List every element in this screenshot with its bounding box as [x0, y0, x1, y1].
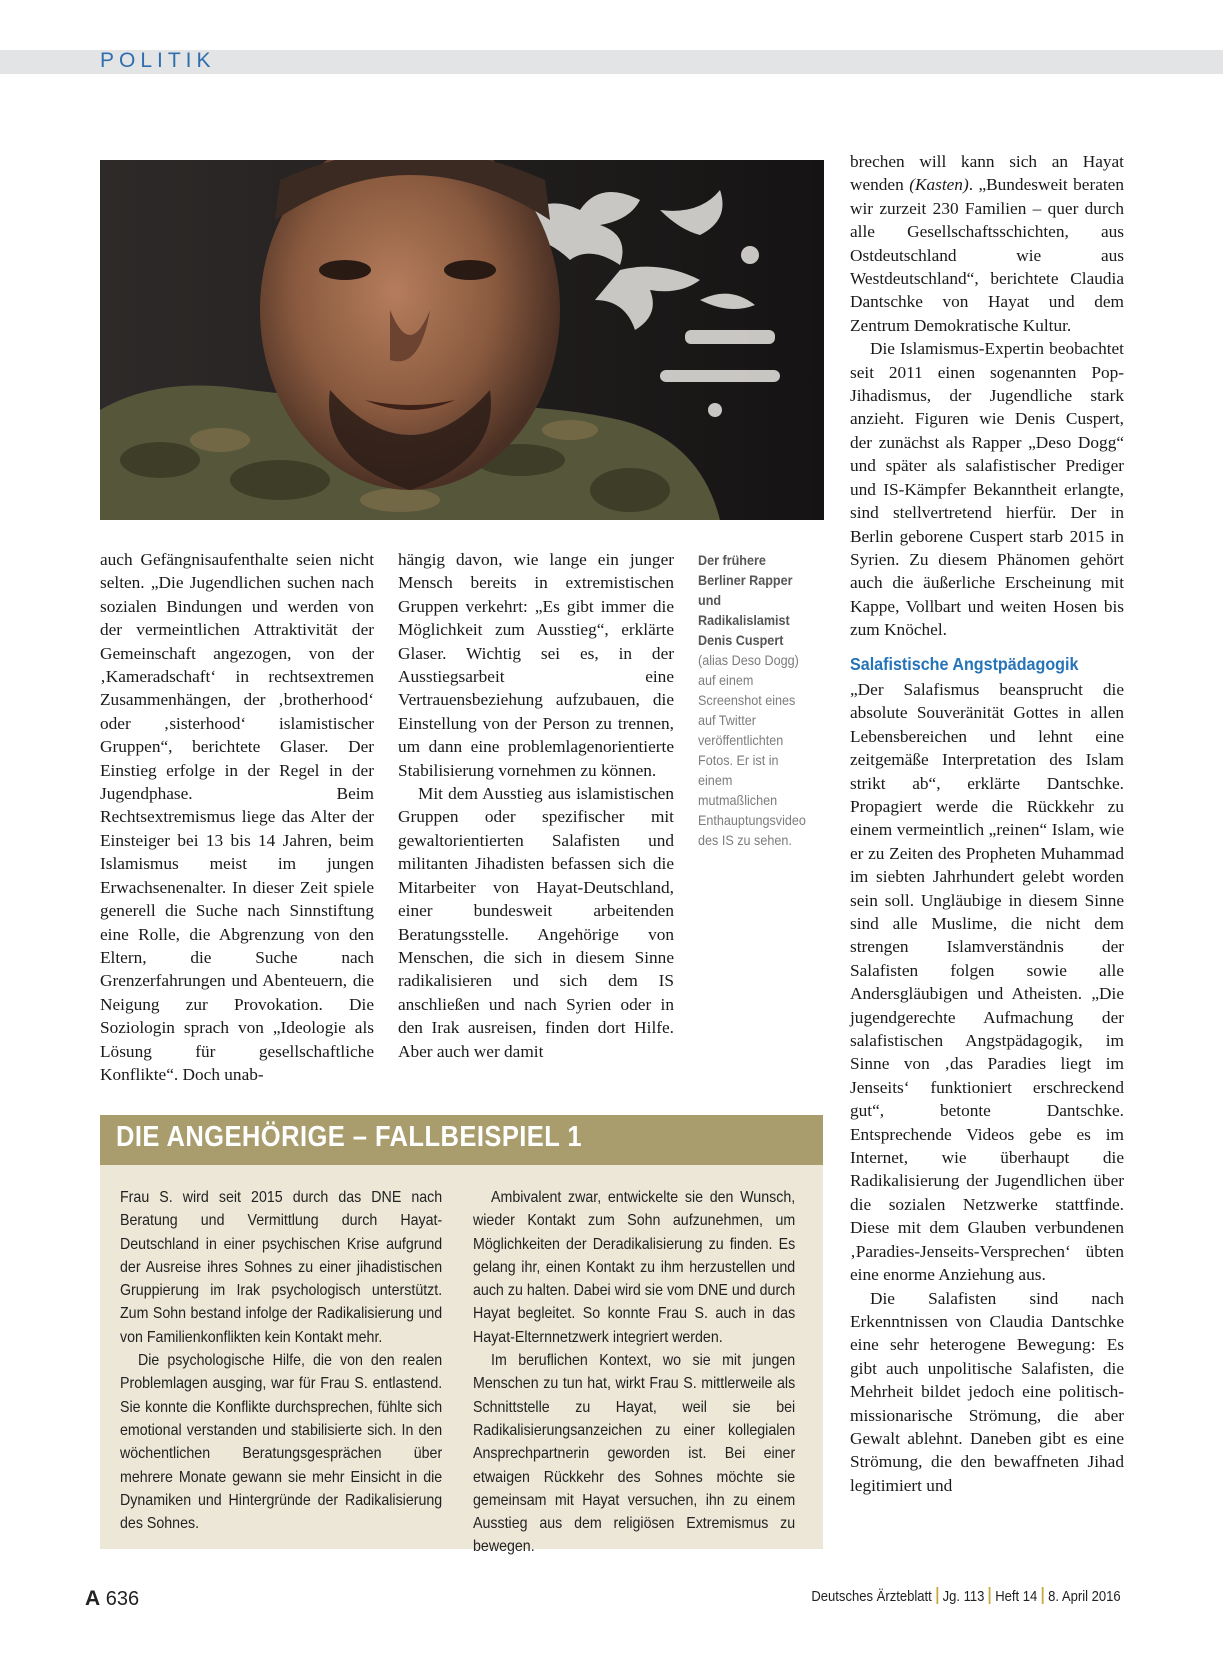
text-run: . „Bundesweit beraten wir zurzeit 230 Familien – quer durch alle Gesellschaftsschichten, aus Ostdeutschland wie aus Westdeutschland“, berichtete Claudia Dantschke von Hayat und dem Zentrum Demokratische Kultur. — [850, 175, 1124, 335]
case-study-paragraph: Frau S. wird seit 2015 durch das DNE nach Beratung und Vermittlung durch Hayat-Deutschland in einer psychischen Krise aufgrund der Ausreise ihres Sohnes zu einer jihadistischen Gruppierung im Irak psychologisch unterstützt. Zum Sohn bestand infolge der Radikalisierung und von Familienkonflikten kein Kontakt mehr. — [120, 1189, 443, 1346]
photo-caption — [698, 550, 813, 850]
caption-text: (alias Deso Dogg) auf einem Screenshot eines auf Twitter veröffentlichten Fotos. Er ist in einem mutmaßlichen Enthauptungsvideo des IS zu sehen. — [698, 652, 806, 848]
caption-bold: Der frühere Berliner Rapper und Radikalislamist Denis Cuspert — [698, 552, 793, 648]
article-column-1 — [100, 548, 374, 1086]
article-paragraph: auch Gefängnisaufenthalte seien nicht selten. „Die Jugendlichen suchen nach sozialen Bindungen und werden von der vermeintlichen Attraktivität der Gemeinschaft angezogen, von der ‚Kameradschaft‘ in rechtsextremen Zusammenhängen, der ‚brotherhood‘ oder ‚sisterhood‘ islamistischer Gruppen“, berichtete Glaser. Der Einstieg erfolge in der Regel in der Jugendphase. Beim Rechtsextremismus liege das Alter der Einsteiger bei 13 bis 14 Jahren, beim Islamismus meist im jungen Erwachsenenalter. In dieser Zeit spiele generell die Suche nach Sinnstiftung eine Rolle, die Abgrenzung von den Eltern, die Suche nach Grenzerfahrungen und Abenteuern, die Neigung zur Provokation. Die Soziologin sprach von „Ideologie als Lösung für gesellschaftliche Konflikte“. Doch unab- — [100, 550, 374, 1084]
article-column-3 — [850, 150, 1124, 1497]
subheading: Salafistische Angstpädagogik — [850, 653, 1079, 674]
article-paragraph: Die Islamismus-Expertin beobachtet seit 2011 einen sogenannten Pop-Jihadismus, der Jugendliche stark anzieht. Figuren wie Denis Cuspert, der zunächst als Rapper „Deso Dogg“ und später als salafistischer Prediger und IS-Kämpfer Bekanntheit erlangte, sind stellvertretend hierfür. Der in Berlin geborene Cuspert starb 2015 in Syrien. Zu diesem Phänomen gehört auch die äußerliche Erscheinung mit Kappe, Vollbart und weiten Hosen bis zum Knöchel. — [850, 339, 1124, 640]
separator — [989, 1587, 991, 1604]
text-run: brechen will kann sich an Hayat wenden — [850, 152, 1124, 195]
article-paragraph: Die Salafisten sind nach Erkenntnissen von Claudia Dantschke eine sehr heterogene Bewegung: Es gibt auch unpolitische Salafisten, die Mehrheit bildet jedoch eine politisch-missionarische Strömung, die aber Gewalt ablehnt. Daneben gibt es eine Strömung, die den bewaffneten Jihad legitimiert und — [850, 1288, 1124, 1495]
case-study-column-1 — [120, 1186, 442, 1535]
case-study-title: DIE ANGEHÖRIGE – FALLBEISPIEL 1 — [116, 1121, 583, 1153]
separator — [1042, 1587, 1044, 1604]
journal-volume: Jg. 113 — [942, 1589, 985, 1605]
page-prefix: A — [85, 1587, 101, 1610]
section-label: POLITIK — [100, 49, 216, 72]
case-study-paragraph: Im beruflichen Kontext, wo sie mit jungen Menschen zu tun hat, wirkt Frau S. mittlerweile als Schnittstelle zu Hayat, weil sie bei Radikalisierungsanzeichen zu einer kollegialen Ansprechpartnerin geworden ist. Bei einer etwaigen Rückkehr des Sohnes möchte sie gemeinsam mit Hayat versuchen, ihn zu einem Ausstieg aus dem religiösen Extremismus zu bewegen. — [473, 1352, 796, 1556]
case-study-header — [100, 1115, 823, 1165]
article-paragraph: Mit dem Ausstieg aus islamistischen Gruppen oder spezifischer mit gewaltorientierten Salafisten und militanten Jihadisten befassen sich die Mitarbeiter von Hayat-Deutschland, einer bundesweit arbeitenden Beratungsstelle. Angehörige von Menschen, die sich in diesem Sinne radikalisieren und sich dem IS anschließen und nach Syrien oder in den Irak ausreisen, finden dort Hilfe. Aber auch wer damit — [398, 784, 674, 1061]
journal-issue: Heft 14 — [995, 1589, 1038, 1605]
separator — [937, 1587, 939, 1604]
article-column-2 — [398, 548, 674, 1063]
journal-date: 8. April 2016 — [1048, 1589, 1121, 1605]
journal-name: Deutsches Ärzteblatt — [811, 1589, 933, 1605]
article-photo — [100, 160, 824, 520]
journal-info — [812, 1587, 1121, 1605]
case-study-column-2 — [473, 1186, 795, 1559]
case-study-box — [100, 1115, 823, 1556]
article-paragraph: hängig davon, wie lange ein junger Mensch bereits in extremistischen Gruppen verkehrt: „Es gibt immer die Möglichkeit zum Ausstieg“, erklärte Glaser. Wichtig sei es, in der Ausstiegsarbeit eine Vertrauensbeziehung aufzubauen, die Einstellung von der Person zu trennen, um dann eine problemlagenorientierte Stabilisierung vornehmen zu können. — [398, 550, 674, 780]
article-paragraph: „Der Salafismus beansprucht die absolute Souveränität Gottes in allen Lebensbereichen und lehnt eine zeitgemäße Interpretation des Islam strikt ab“, erklärte Dantschke. Propagiert werde die Rückkehr zu einem vermeintlich „reinen“ Islam, wie er zu Zeiten des Propheten Muhammad im siebten Jahrhundert gelebt worden sein soll. Ungläubige in diesem Sinne sind alle Muslime, die nicht dem strengen Islamverständnis der Salafisten folgen sowie alle Andersgläubigen und Atheisten. „Die jugendgerechte Aufmachung der salafistischen Angstpädagogik, im Sinne von ‚das Paradies liegt im Jenseits‘ funktioniert erschreckend gut“, betonte Dantschke. Entsprechende Videos gebe es im Internet, wie überhaupt die Radikalisierung der Jugendlichen über die sozialen Netzwerke stattfinde. Diese mit dem Glauben verbundenen ‚Paradies-Jenseits-Versprechen‘ übten eine enorme Anziehung aus. — [850, 679, 1124, 1285]
box-reference: (Kasten) — [909, 175, 969, 195]
page-number-value: 636 — [105, 1588, 140, 1610]
case-study-paragraph: Die psychologische Hilfe, die von den realen Problemlagen ausging, war für Frau S. entlastend. Sie konnte die Konflikte durchsprechen, fühlte sich emotional verstanden und stabilisierte sich. In den wöchentlichen Beratungsgesprächen über mehrere Monate gewann sie mehr Einsicht in die Dynamiken und Hintergründe der Radikalisierung des Sohnes. — [120, 1352, 443, 1533]
case-study-paragraph: Ambivalent zwar, entwickelte sie den Wunsch, wieder Kontakt zum Sohn aufzunehmen, um Möglichkeiten der Deradikalisierung zu finden. Es gelang ihr, einen Kontakt zu ihm herzustellen und auch zu halten. Dabei wird sie vom DNE und durch Hayat begleitet. So konnte Frau S. auch in das Hayat-Elternnetzwerk integriert werden. — [473, 1189, 796, 1346]
article-paragraph — [850, 150, 1124, 337]
page-number — [85, 1587, 139, 1611]
